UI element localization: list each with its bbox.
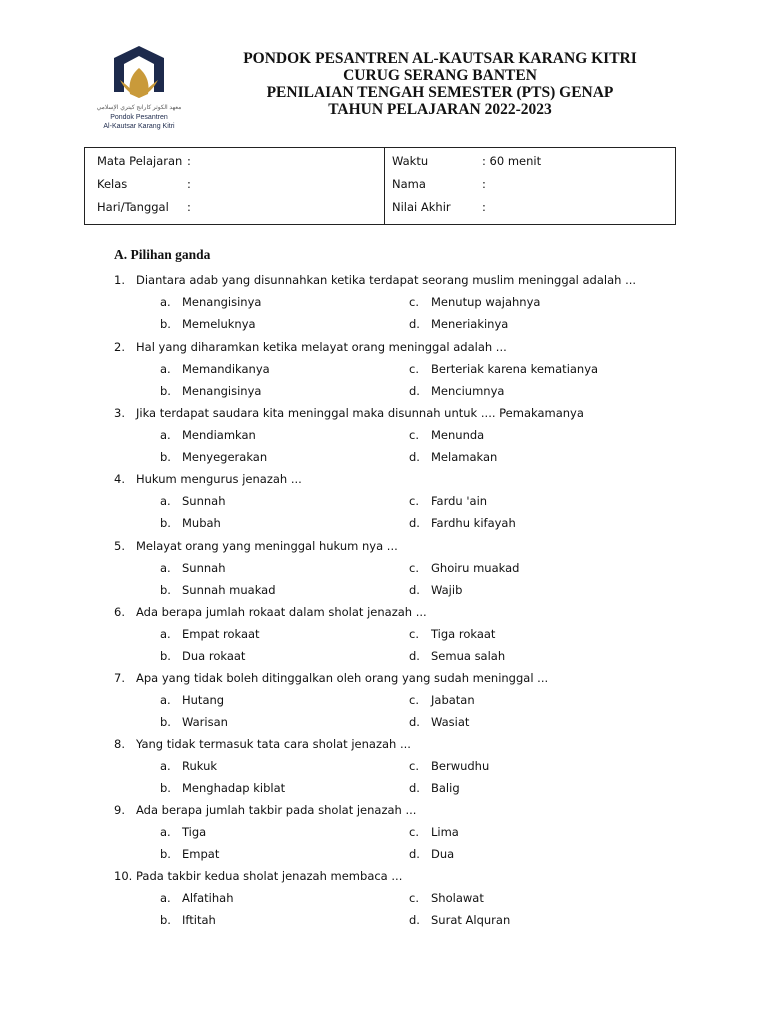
- option-letter: a.: [160, 561, 171, 575]
- question-number: 9.: [114, 803, 125, 817]
- option-letter: d.: [409, 317, 420, 331]
- option-text: Berteriak karena kematianya: [431, 362, 599, 376]
- logo-caption: [84, 104, 194, 131]
- info-value: :: [187, 177, 191, 191]
- option-text: Menangisinya: [182, 295, 262, 309]
- option-text: Fardu 'ain: [431, 494, 488, 508]
- info-value: :: [187, 154, 191, 168]
- option-letter: a.: [160, 362, 171, 376]
- option-text: Ghoiru muakad: [431, 561, 520, 575]
- option-text: Sunnah: [182, 561, 226, 575]
- info-label: Mata Pelajaran: [97, 154, 183, 168]
- question-number: 1.: [114, 273, 125, 287]
- question-text: Ada berapa jumlah rokaat dalam sholat jenazah ...: [136, 605, 427, 619]
- option-letter: c.: [409, 759, 419, 773]
- document-header: [190, 50, 690, 118]
- option-letter: b.: [160, 847, 171, 861]
- question-text: Diantara adab yang disunnahkan ketika terdapat seorang muslim meninggal adalah ...: [136, 273, 637, 287]
- option-letter: b.: [160, 781, 171, 795]
- option-letter: c.: [409, 693, 419, 707]
- option-letter: a.: [160, 891, 171, 905]
- header-line2: CURUG SERANG BANTEN: [343, 67, 537, 84]
- option-letter: d.: [409, 450, 420, 464]
- option-letter: c.: [409, 295, 419, 309]
- option-text: Lima: [431, 825, 459, 839]
- option-text: Menciumnya: [431, 384, 505, 398]
- question-number: 5.: [114, 539, 125, 553]
- option-text: Sunnah muakad: [182, 583, 276, 597]
- option-letter: a.: [160, 693, 171, 707]
- logo-caption-arabic: معهد الكوثر كارانج كيتري الإسلامي: [96, 105, 182, 111]
- option-text: Menangisinya: [182, 384, 262, 398]
- student-info-box: [84, 147, 676, 225]
- option-letter: c.: [409, 362, 419, 376]
- option-letter: b.: [160, 450, 171, 464]
- option-letter: d.: [409, 516, 420, 530]
- question-text: Pada takbir kedua sholat jenazah membaca ...: [136, 869, 403, 883]
- info-label: Kelas: [97, 177, 128, 191]
- section-title: A. Pilihan ganda: [114, 247, 211, 262]
- option-letter: a.: [160, 428, 171, 442]
- header-line4: TAHUN PELAJARAN 2022-2023: [328, 101, 552, 118]
- question-text: Ada berapa jumlah takbir pada sholat jenazah ...: [136, 803, 417, 817]
- option-text: Balig: [431, 781, 460, 795]
- option-text: Memandikanya: [182, 362, 270, 376]
- option-text: Sunnah: [182, 494, 226, 508]
- option-letter: c.: [409, 494, 419, 508]
- info-value: :: [187, 200, 191, 214]
- header-line3: PENILAIAN TENGAH SEMESTER (PTS) GENAP: [266, 84, 614, 101]
- option-text: Wasiat: [431, 715, 470, 729]
- option-letter: a.: [160, 627, 171, 641]
- header-line1: PONDOK PESANTREN AL-KAUTSAR KARANG KITRI: [243, 50, 637, 67]
- option-text: Memeluknya: [182, 317, 256, 331]
- option-letter: a.: [160, 825, 171, 839]
- option-letter: b.: [160, 384, 171, 398]
- info-value: : 60 menit: [482, 154, 542, 168]
- option-text: Menutup wajahnya: [431, 295, 541, 309]
- question-text: Apa yang tidak boleh ditinggalkan oleh orang yang sudah meninggal ...: [136, 671, 549, 685]
- info-label: Hari/Tanggal: [97, 200, 169, 214]
- option-text: Empat: [182, 847, 220, 861]
- option-letter: d.: [409, 913, 420, 927]
- option-text: Iftitah: [182, 913, 216, 927]
- info-label: Nama: [392, 177, 426, 191]
- option-text: Menunda: [431, 428, 485, 442]
- option-text: Mendiamkan: [182, 428, 256, 442]
- option-text: Tiga rokaat: [431, 627, 496, 641]
- option-text: Menghadap kiblat: [182, 781, 286, 795]
- option-text: Melamakan: [431, 450, 498, 464]
- option-text: Berwudhu: [431, 759, 490, 773]
- option-text: Empat rokaat: [182, 627, 260, 641]
- option-letter: b.: [160, 516, 171, 530]
- question-number: 7.: [114, 671, 125, 685]
- option-text: Menyegerakan: [182, 450, 268, 464]
- option-letter: d.: [409, 847, 420, 861]
- option-text: Dua rokaat: [182, 649, 246, 663]
- option-letter: b.: [160, 649, 171, 663]
- info-value: :: [482, 200, 486, 214]
- question-number: 10.: [114, 869, 133, 883]
- option-letter: b.: [160, 913, 171, 927]
- option-letter: c.: [409, 561, 419, 575]
- question-number: 8.: [114, 737, 125, 751]
- info-label: Waktu: [392, 154, 429, 168]
- logo-caption-line1: Pondok Pesantren: [110, 114, 168, 121]
- option-text: Fardhu kifayah: [431, 516, 516, 530]
- option-text: Alfatihah: [182, 891, 234, 905]
- option-text: Meneriakinya: [431, 317, 509, 331]
- option-letter: d.: [409, 715, 420, 729]
- option-letter: c.: [409, 825, 419, 839]
- question-number: 4.: [114, 472, 125, 486]
- option-letter: d.: [409, 781, 420, 795]
- option-letter: c.: [409, 428, 419, 442]
- logo-caption-line2: Al-Kautsar Karang Kitri: [103, 123, 175, 130]
- question-text: Melayat orang yang meninggal hukum nya ...: [136, 539, 398, 553]
- question-text: Jika terdapat saudara kita meninggal maka disunnah untuk .... Pemakamanya: [136, 406, 584, 420]
- option-text: Jabatan: [431, 693, 475, 707]
- option-letter: b.: [160, 317, 171, 331]
- info-value: :: [482, 177, 486, 191]
- info-label: Nilai Akhir: [392, 200, 451, 214]
- option-letter: b.: [160, 583, 171, 597]
- option-letter: d.: [409, 649, 420, 663]
- option-text: Semua salah: [431, 649, 506, 663]
- option-text: Dua: [431, 847, 455, 861]
- option-letter: b.: [160, 715, 171, 729]
- option-text: Hutang: [182, 693, 225, 707]
- question-number: 2.: [114, 340, 125, 354]
- option-letter: d.: [409, 384, 420, 398]
- info-divider: [384, 148, 385, 224]
- option-letter: c.: [409, 891, 419, 905]
- option-letter: d.: [409, 583, 420, 597]
- question-text: Hukum mengurus jenazah ...: [136, 472, 302, 486]
- option-letter: c.: [409, 627, 419, 641]
- option-letter: a.: [160, 759, 171, 773]
- option-text: Warisan: [182, 715, 228, 729]
- option-letter: a.: [160, 494, 171, 508]
- option-text: Sholawat: [431, 891, 484, 905]
- question-number: 6.: [114, 605, 125, 619]
- option-text: Surat Alquran: [431, 913, 511, 927]
- option-letter: a.: [160, 295, 171, 309]
- option-text: Wajib: [431, 583, 463, 597]
- option-text: Mubah: [182, 516, 221, 530]
- question-text: Hal yang diharamkan ketika melayat orang meninggal adalah ...: [136, 340, 507, 354]
- option-text: Rukuk: [182, 759, 218, 773]
- option-text: Tiga: [182, 825, 207, 839]
- question-text: Yang tidak termasuk tata cara sholat jenazah ...: [136, 737, 411, 751]
- question-number: 3.: [114, 406, 125, 420]
